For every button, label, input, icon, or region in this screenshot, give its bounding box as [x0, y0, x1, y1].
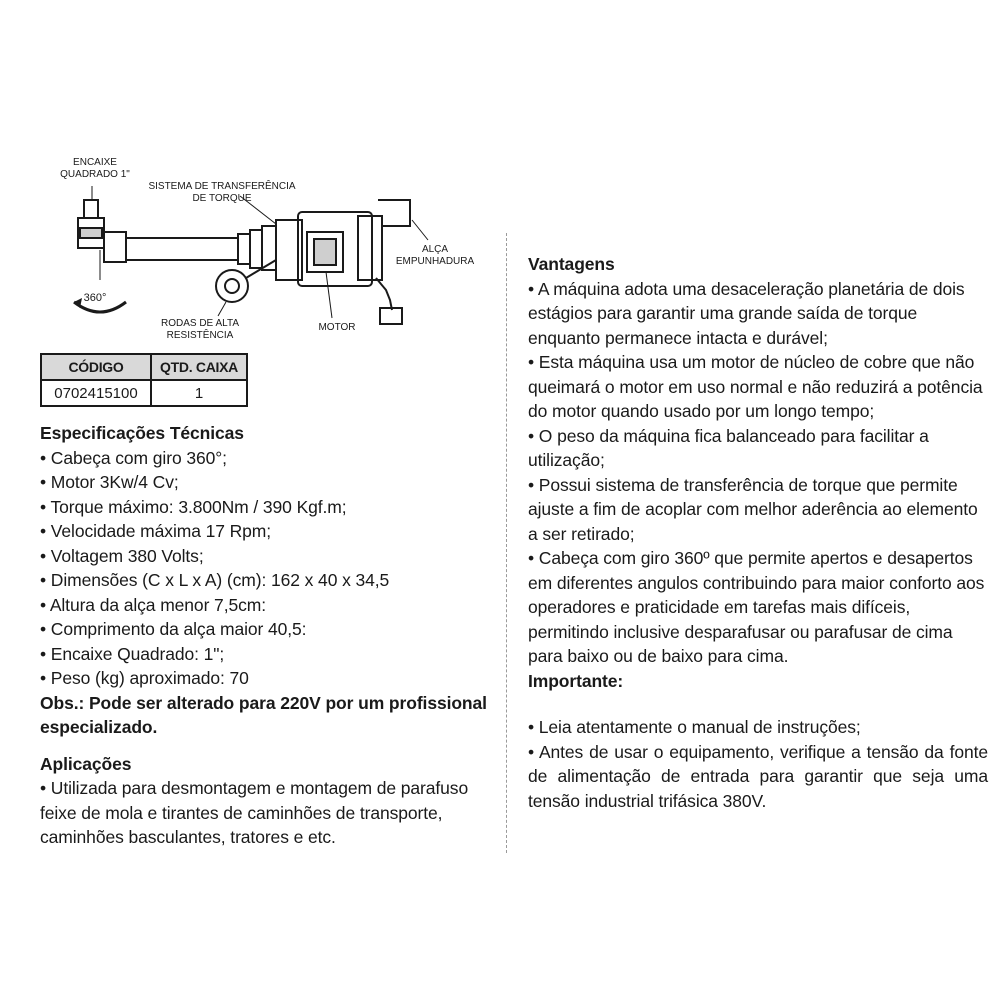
- spec-item: • Comprimento da alça maior 40,5:: [40, 619, 307, 639]
- spec-item: • Encaixe Quadrado: 1";: [40, 643, 225, 664]
- left-column: [40, 421, 500, 850]
- header-qty: QTD. CAIXA: [151, 354, 247, 380]
- advantage-item: • Esta máquina usa um motor de núcleo de cobre que não queimará o motor em uso normal e não reduzirá a potência do motor quando usado por um longo tempo;: [528, 352, 983, 421]
- spec-item: • Velocidade máxima 17 Rpm;: [40, 521, 272, 541]
- advantage-item: • Possui sistema de transferência de torque que permite ajuste a fim de acoplar com melhor aderência ao elemento a ser retirado;: [528, 474, 978, 544]
- advantages-title: Vantagens: [528, 254, 615, 274]
- label-rotation: 360°: [83, 292, 107, 304]
- spec-item: • Voltagem 380 Volts;: [40, 545, 204, 566]
- spec-item: • Motor 3Kw/4 Cv;: [40, 472, 179, 492]
- applications-text: • Utilizada para desmontagem e montagem de parafuso feixe de mola e tirantes de caminhões de transporte, caminhões basculantes, tratores e etc.: [40, 778, 469, 847]
- spec-item: • Dimensões (C x L x A) (cm): 162 x 40 x 34,5: [40, 570, 390, 590]
- important-item: • Antes de usar o equipamento, verifique a tensão da fonte de alimentação de entrada para garantir que seja uma tensão industrial trifásica 380V.: [528, 741, 988, 811]
- important-title: Importante:: [528, 670, 624, 691]
- label-motor: MOTOR: [318, 322, 356, 333]
- spec-item: • Altura da alça menor 7,5cm:: [40, 594, 266, 615]
- important-item: • Leia atentamente o manual de instruções;: [528, 717, 861, 737]
- label-wheels: RODAS DE ALTA RESISTÊNCIA: [161, 318, 239, 341]
- applications-title: Aplicações: [40, 753, 132, 774]
- label-torque-system: SISTEMA DE TRANSFERÊNCIA DE TORQUE: [148, 181, 296, 204]
- table-header-row: [41, 354, 247, 380]
- advantage-item: • O peso da máquina fica balanceado para facilitar a utilização;: [528, 425, 929, 470]
- label-square-drive: ENCAIXE QUADRADO 1": [60, 157, 130, 180]
- advantage-item: • A máquina adota uma desaceleração planetária de dois estágios para garantir uma grande saída de torque enquanto permanece intacta e durável;: [528, 278, 965, 348]
- label-handle: ALÇA EMPUNHADURA: [395, 244, 475, 267]
- table-row: [41, 380, 247, 406]
- specs-title: Especificações Técnicas: [40, 423, 244, 443]
- product-code-table: [40, 353, 248, 407]
- spec-item: • Torque máximo: 3.800Nm / 390 Kgf.m;: [40, 496, 347, 517]
- spec-item: • Cabeça com giro 360°;: [40, 447, 227, 468]
- spec-item: • Peso (kg) aproximado: 70: [40, 668, 249, 688]
- specs-obs: Obs.: Pode ser alterado para 220V por um profissional especializado.: [40, 692, 487, 737]
- column-divider: [506, 233, 507, 853]
- advantage-item: • Cabeça com giro 360º que permite apertos e desapertos em diferentes angulos contribuindo para maior conforto aos operadores e praticidade em tarefas mais difíceis, permitindo inclusive desparafusar ou parafusar de cima para baixo ou de baixo para cima.: [528, 548, 985, 666]
- right-column: [528, 252, 988, 813]
- header-code: CÓDIGO: [41, 354, 151, 380]
- cell-code: 0702415100: [41, 380, 151, 406]
- cell-qty: 1: [151, 380, 247, 406]
- machine-diagram: [40, 150, 500, 350]
